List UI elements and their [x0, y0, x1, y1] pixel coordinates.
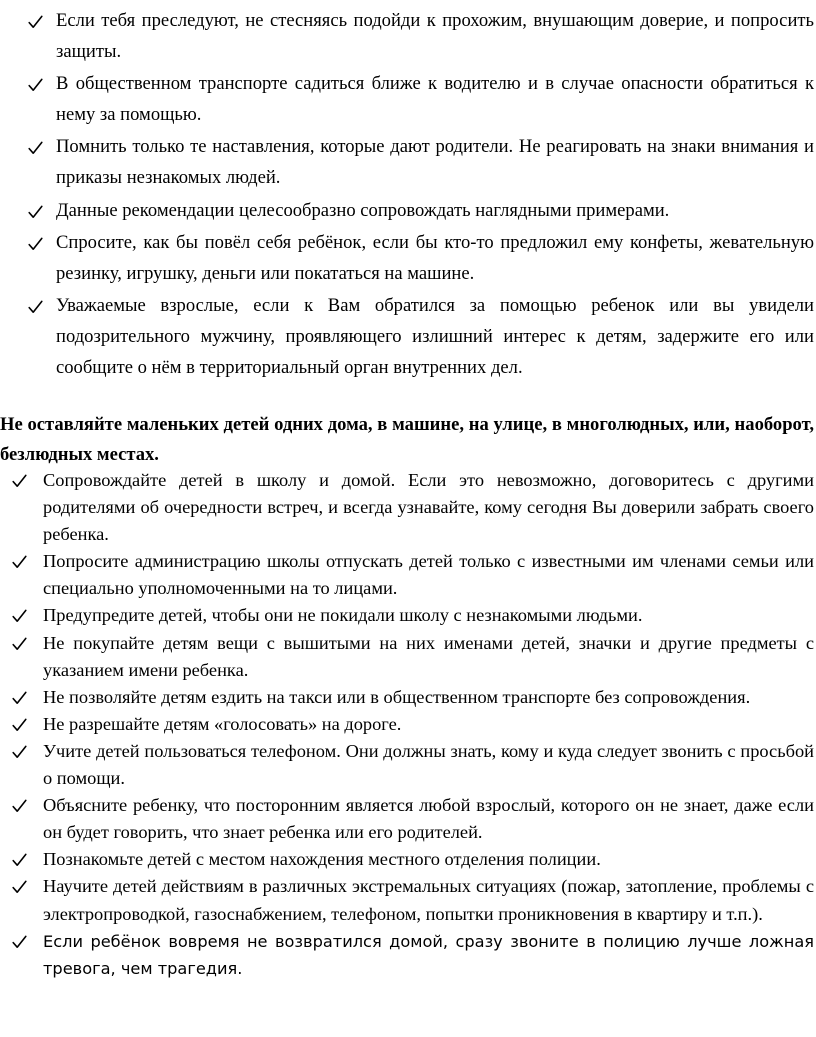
list-item-text: Уважаемые взрослые, если к Вам обратился за помощью ребенок или вы увидели подозрительного мужчину, проявляющего излишний интерес к детям, задержите его или сообщите о нём в территориальный орган внутренних дел.: [56, 295, 814, 378]
list-item: [0, 228, 816, 289]
list-item: [0, 711, 816, 738]
checkmark-icon: [12, 609, 27, 623]
checkmark-icon: [12, 853, 27, 867]
list-item-text: Предупредите детей, чтобы они не покидали школу с незнакомыми людьми.: [43, 605, 643, 626]
list-item-text: Попросите администрацию школы отпускать детей только с известными им членами семьи или специально уполномоченными на то лицами.: [43, 551, 814, 599]
checkmark-icon: [12, 799, 27, 813]
list-item-text: Не покупайте детям вещи с вышитыми на них именами детей, значки и другие предметы с указанием имени ребенка.: [43, 632, 814, 680]
list-item: [0, 630, 816, 684]
advice-list-top: [0, 6, 816, 385]
list-item-text: Учите детей пользоваться телефоном. Они должны знать, кому и куда следует звонить с просьбой о помощи.: [43, 740, 814, 789]
list-item: [0, 684, 816, 711]
list-item: [0, 873, 816, 927]
list-item: [0, 928, 816, 982]
checkmark-icon: [12, 555, 27, 569]
checkmark-icon: [28, 15, 43, 29]
list-item-text: Не позволяйте детям ездить на такси или в общественном транспорте без сопровождения.: [43, 686, 751, 707]
list-item-text: Если тебя преследуют, не стесняясь подойди к прохожим, внушающим доверие, и попросить защиты.: [56, 10, 814, 62]
checkmark-icon: [28, 78, 43, 92]
list-item: [0, 69, 816, 130]
checkmark-icon: [12, 637, 27, 651]
list-item-text: Если ребёнок вовремя не возвратился домой, сразу звоните в полицию лучше ложная тревога, чем трагедия.: [43, 931, 814, 978]
list-item: [0, 548, 816, 602]
list-item: [0, 291, 816, 383]
list-item-text: Помнить только те наставления, которые дают родители. Не реагировать на знаки внимания и приказы незнакомых людей.: [56, 136, 814, 188]
list-item: [0, 846, 816, 873]
list-item-text: В общественном транспорте садиться ближе к водителю и в случае опасности обратиться к нему за помощью.: [56, 73, 814, 125]
list-item-text: Познакомьте детей с местом нахождения местного отделения полиции.: [43, 849, 601, 870]
list-item: [0, 792, 816, 846]
list-item: [0, 196, 816, 227]
checkmark-icon: [12, 718, 27, 732]
list-item-text: Сопровождайте детей в школу и домой. Если это невозможно, договоритесь с другими родителями об очередности встреч, и всегда узнавайте, кому сегодня Вы доверили забрать своего ребенка.: [43, 470, 814, 545]
checkmark-icon: [12, 745, 27, 759]
checkmark-icon: [12, 880, 27, 894]
checkmark-icon: [28, 237, 43, 251]
list-item-text: Спросите, как бы повёл себя ребёнок, если бы кто-то предложил ему конфеты, жевательную резинку, игрушку, деньги или покататься на машине.: [56, 232, 814, 284]
list-item: [0, 6, 816, 67]
list-item-text: Данные рекомендации целесообразно сопровождать наглядными примерами.: [56, 199, 670, 221]
advice-list-bottom: [0, 467, 816, 982]
checkmark-icon: [28, 300, 43, 314]
list-item: [0, 738, 816, 792]
list-item-text: Не разрешайте детям «голосовать» на дороге.: [43, 713, 402, 734]
list-item: [0, 602, 816, 629]
list-item-text: Объясните ребенку, что посторонним является любой взрослый, которого он не знает, даже если он будет говорить, что знает ребенка или его родителей.: [43, 795, 814, 843]
checkmark-icon: [28, 141, 43, 155]
checkmark-icon: [12, 691, 27, 705]
checkmark-icon: [12, 935, 27, 949]
list-item-text: Научите детей действиям в различных экстремальных ситуациях (пожар, затопление, проблемы с электропроводкой, газоснабжением, телефоном, попытки проникновения в квартиру и т.п.).: [43, 876, 814, 924]
checkmark-icon: [28, 205, 43, 219]
checkmark-icon: [12, 474, 27, 488]
list-item: [0, 467, 816, 548]
section-heading: Не оставляйте маленьких детей одних дома, в машине, на улице, в многолюдных, или, наоборот, безлюдных местах.: [0, 414, 814, 465]
list-item: [0, 132, 816, 193]
